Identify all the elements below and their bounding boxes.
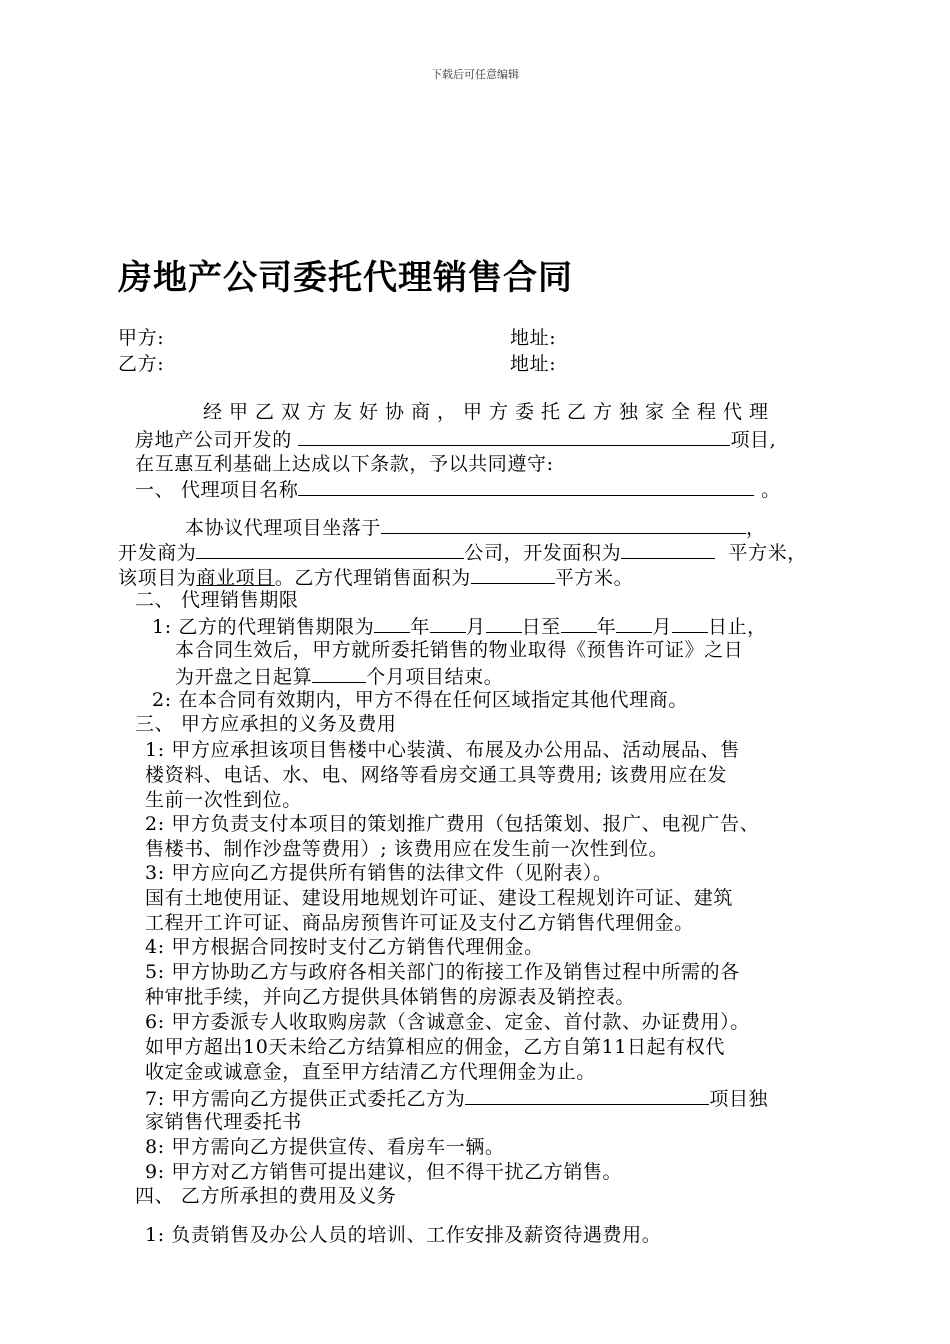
- section-2-item-1-line-2: 本合同生效后，甲方就所委托销售的物业取得《预售许可证》之日: [175, 639, 744, 661]
- section-1-heading: [135, 476, 781, 502]
- agent-area-text: 。乙方代理销售面积为: [274, 567, 471, 589]
- intro-line-3: 在互惠互利基础上达成以下条款，予以共同遵守:: [135, 453, 554, 475]
- blank-agent-area: [471, 564, 555, 584]
- section-1-developer-line: [118, 539, 807, 565]
- page-header-note: 下载后可任意编辑: [431, 68, 519, 81]
- intro-line-1: 经甲乙双方友好协商，甲方委托乙方独家全程代理: [203, 401, 776, 423]
- blank-end-month: [616, 613, 652, 633]
- blank-end-day: [672, 613, 708, 633]
- section-3-item-1-line-3: 生前一次性到位。: [145, 789, 302, 811]
- blank-exclusive-project: [465, 1085, 709, 1105]
- end-year-label: 年: [596, 616, 617, 638]
- section-1-location-line: [185, 514, 766, 540]
- project-type-value: 商业项目: [196, 567, 275, 589]
- blank-developer: [196, 539, 464, 559]
- blank-developer-project: [298, 426, 730, 446]
- party-a-label: 甲方:: [118, 327, 165, 349]
- section-4-item-1: 1: 负责销售及办公人员的培训、工作安排及薪资待遇费用。: [145, 1224, 662, 1246]
- section-1-type-line: [118, 564, 633, 590]
- section-3-item-1-line-2: 楼资料、电话、水、电、网络等看房交通工具等费用; 该费用应在发: [145, 764, 728, 786]
- developer-text: 开发商为: [118, 542, 197, 564]
- intro-line-2: [135, 426, 776, 452]
- section-3-item-3-line-2: 国有土地使用证、建设用地规划许可证、建设工程规划许可证、建筑: [145, 887, 734, 909]
- end-month-label: 月: [652, 616, 672, 638]
- blank-start-month: [430, 613, 466, 633]
- start-year-label: 年: [410, 616, 430, 638]
- section-1-end: 。: [761, 479, 781, 501]
- section-3-item-7-line-1: [145, 1085, 768, 1111]
- agent-area-unit: 平方米。: [554, 567, 634, 589]
- intro-line-2-text: 房地产公司开发的: [135, 429, 292, 451]
- section-3-item-2-line-1: 2: 甲方负责支付本项目的策划推广费用（包括策划、报广、电视广告、: [145, 813, 760, 835]
- developer-area-text: 公司，开发面积为: [464, 542, 622, 564]
- section-3-item-9: 9: 甲方对乙方销售可提出建议，但不得干扰乙方销售。: [145, 1161, 623, 1183]
- section-3-item-2-line-2: 售楼书、制作沙盘等费用）; 该费用应在发生前一次性到位。: [145, 838, 669, 860]
- section-2-title: 二、 代理销售期限: [135, 589, 299, 611]
- party-a-address-label: 地址:: [510, 327, 557, 349]
- document-title: 房地产公司委托代理销售合同: [118, 258, 573, 298]
- section-2-item-1-line-3: [175, 663, 503, 689]
- section-3-item-6-line-2: 如甲方超出10天未给乙方结算相应的佣金，乙方自第11日起有权代: [145, 1036, 725, 1058]
- party-b-address-label: 地址:: [510, 353, 557, 375]
- item-7-text: 7: 甲方需向乙方提供正式委托乙方为: [145, 1088, 466, 1110]
- start-day-label: 日至: [521, 616, 561, 638]
- opening-end: 个月项目结束。: [366, 666, 504, 688]
- section-2-item-1-line-1: [152, 613, 767, 639]
- section-3-item-3-line-1: 3: 甲方应向乙方提供所有销售的法律文件（见附表）。: [145, 862, 613, 884]
- item-7-end: 项目独: [709, 1088, 769, 1110]
- party-b-label: 乙方:: [118, 353, 165, 375]
- opening-text: 为开盘之日起算: [175, 666, 313, 688]
- location-text: 本协议代理项目坐落于: [185, 517, 382, 539]
- section-3-item-6-line-1: 6: 甲方委派专人收取购房款（含诚意金、定金、首付款、办证费用）。: [145, 1011, 750, 1033]
- section-3-title: 三、 甲方应承担的义务及费用: [135, 713, 397, 735]
- blank-start-year: [374, 613, 410, 633]
- blank-project-name: [298, 476, 754, 496]
- blank-dev-area: [621, 539, 715, 559]
- section-3-item-3-line-3: 工程开工许可证、商品房预售许可证及支付乙方销售代理佣金。: [145, 912, 694, 934]
- section-1-title: 一、 代理项目名称: [135, 479, 299, 501]
- location-end: ，: [746, 517, 766, 539]
- blank-location: [381, 514, 746, 534]
- intro-line-2-end: 项目,: [730, 429, 777, 451]
- period-text: 1: 乙方的代理销售期限为: [152, 616, 375, 638]
- section-3-item-1-line-1: 1: 甲方应承担该项目售楼中心装潢、布展及办公用品、活动展品、售: [145, 739, 740, 761]
- developer-area-unit: 平方米，: [728, 542, 807, 564]
- project-type-text: 该项目为: [118, 567, 197, 589]
- start-month-label: 月: [465, 616, 486, 638]
- blank-end-year: [561, 613, 597, 633]
- section-4-title: 四、 乙方所承担的费用及义务: [135, 1185, 397, 1207]
- end-day-label: 日止，: [707, 616, 767, 638]
- section-3-item-8: 8: 甲方需向乙方提供宣传、看房车一辆。: [145, 1136, 505, 1158]
- section-3-item-7-line-2: 家销售代理委托书: [145, 1111, 302, 1133]
- section-3-item-6-line-3: 收定金或诚意金，直至甲方结清乙方代理佣金为止。: [145, 1061, 596, 1083]
- section-3-item-5-line-2: 种审批手续，并向乙方提供具体销售的房源表及销控表。: [145, 986, 636, 1008]
- section-3-item-5-line-1: 5: 甲方协助乙方与政府各相关部门的衔接工作及销售过程中所需的各: [145, 961, 740, 983]
- blank-months: [312, 663, 366, 683]
- section-2-item-2: 2: 在本合同有效期内，甲方不得在任何区域指定其他代理商。: [152, 689, 688, 711]
- blank-start-day: [486, 613, 522, 633]
- section-3-item-4: 4: 甲方根据合同按时支付乙方销售代理佣金。: [145, 936, 544, 958]
